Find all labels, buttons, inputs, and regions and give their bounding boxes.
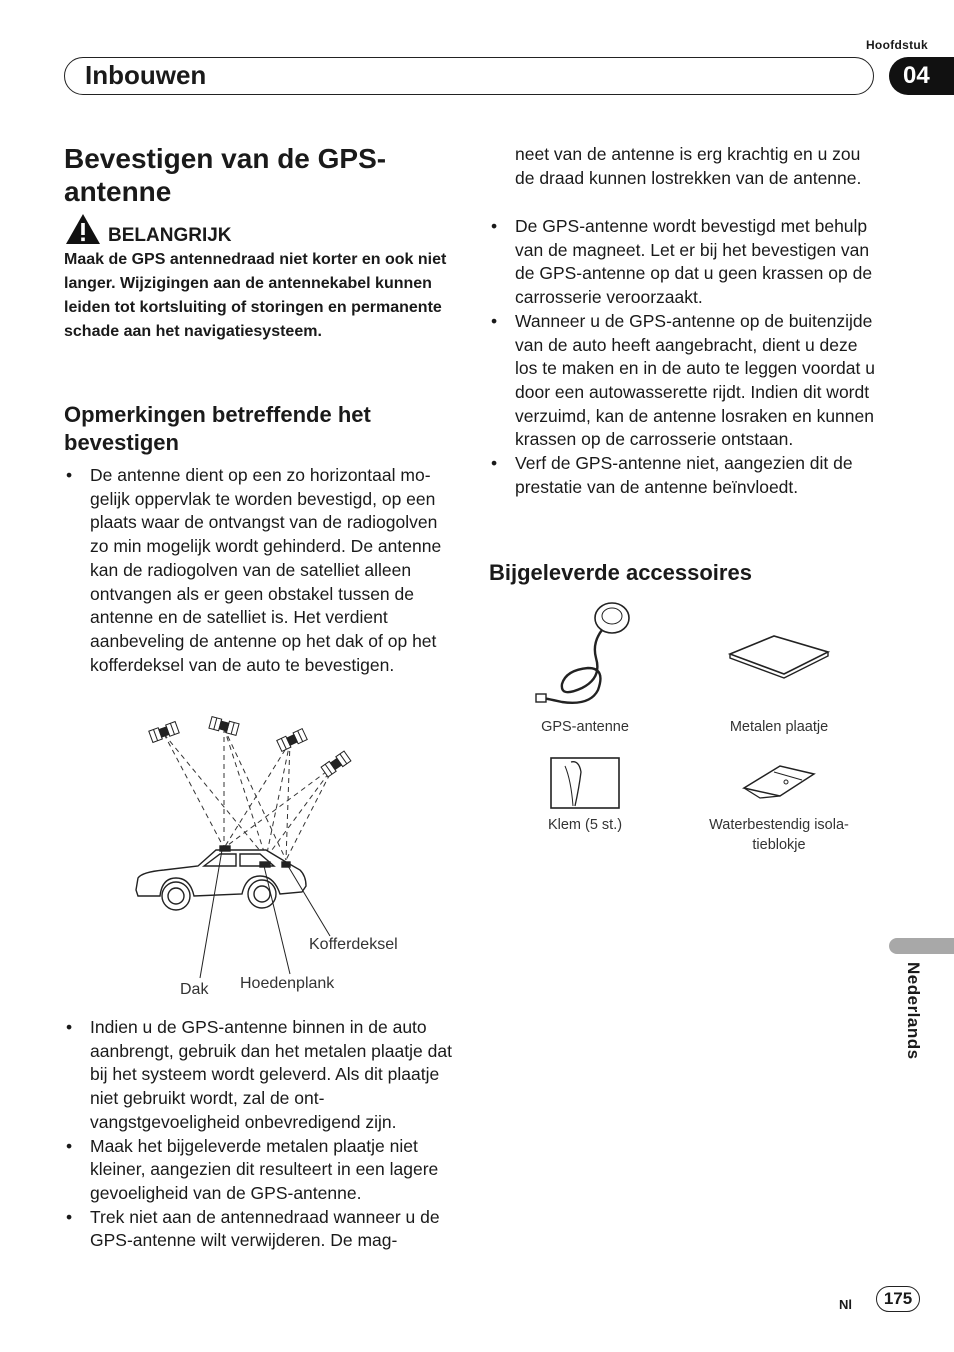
section-title (64, 142, 444, 208)
notes-heading-line1: Opmerkingen betreffende het (64, 402, 371, 427)
satellite-icon (277, 729, 307, 752)
list-item: • Trek niet aan de antennedraad wanneer u de GPS-antenne wilt verwijderen. De mag- (64, 1206, 456, 1253)
label-roof: Dak (180, 981, 209, 998)
chapter-number: 04 (889, 57, 954, 95)
accessory-label-metal-plate: Metalen plaatje (729, 719, 829, 735)
waterproof-pad-icon (740, 760, 818, 802)
chapter-title: Inbouwen (85, 60, 207, 90)
label-trunk: Kofferdeksel (309, 936, 398, 953)
footer-language-code: Nl (839, 1297, 852, 1312)
warning-body-rest: antennedraad niet korter en ook niet langer. Wijzigingen aan de antennekabel kunnen leiden tot kortsluiting of storingen en permanente schade aan het navigatiesysteem. (64, 251, 447, 340)
warning-title: BELANGRIJK (108, 225, 232, 246)
gps-antenna-icon (532, 598, 642, 713)
warning-body-gps: GPS (131, 251, 166, 268)
accessory-label-pad (694, 815, 864, 855)
notes-heading-line2: bevestigen (64, 430, 179, 455)
list-item: • De antenne dient op een zo horizontaal mogelijk oppervlak te worden bevestigd, op een plaats waar de ontvangst van de radiogolven zo min mogelijk wordt gehinderd. De antenne kan de radiogolven van de satelliet alleen ontvangen als er geen obstakel tussen de antenne en de satelliet is. Het verdient aanbeveling de antenne op het dak of op het kofferdeksel van de auto te bevestigen. (64, 464, 456, 677)
section-title-line1: Bevestigen van de GPS- (64, 143, 387, 174)
signal-lines (164, 728, 334, 860)
notes-list-2 (64, 1016, 456, 1253)
gps-reception-figure (124, 712, 464, 982)
satellite-icon (149, 722, 179, 743)
metal-plate-icon (726, 632, 832, 682)
notes-list-1 (64, 464, 456, 677)
satellite-icon (321, 751, 351, 777)
section-title-line2: antenne (64, 176, 172, 207)
list-item: • Indien u de GPS-antenne binnen in de auto aanbrengt, gebruik dan het metalen plaatje dat bij het systeem wordt geleverd. Als dit plaatje niet gebruikt wordt, zal de ontvangstgevoeligheid onbevredigend zijn. (64, 1016, 456, 1135)
language-tab (889, 938, 954, 954)
warning-icon (64, 212, 102, 246)
notes-list-3 (489, 215, 877, 499)
list-item: • Maak het bijgeleverde metalen plaatje niet kleiner, aangezien dit resulteert in een lagere gevoeligheid van de GPS-antenne. (64, 1135, 456, 1206)
list-item: • De GPS-antenne wordt bevestigd met behulp van de magneet. Let er bij het bevestigen van de GPS-antenne op dat u geen krassen op de carrosserie veroorzaakt. (489, 215, 877, 310)
accessory-label-pad-line1: Waterbestendig isola- (709, 817, 849, 833)
page-number: 175 (876, 1286, 920, 1312)
notes-heading (64, 401, 464, 457)
accessory-label-clamp: Klem (5 st.) (547, 817, 623, 833)
clamp-icon (549, 754, 623, 812)
label-shelf: Hoedenplank (240, 975, 335, 992)
accessory-label-gps-antenna: GPS-antenne (541, 719, 629, 735)
chapter-label: Hoofdstuk (865, 38, 928, 52)
list-item: • Verf de GPS-antenne niet, aangezien dit de prestatie van de antenne beïnvloedt. (489, 452, 877, 499)
accessories-heading: Bijgeleverde accessoires (489, 560, 752, 585)
continuation-text: neet van de antenne is erg krachtig en u zou de draad kunnen lostrekken van de antenne. (515, 144, 862, 188)
language-label: Nederlands (904, 962, 923, 1060)
list-item: • Wanneer u de GPS-antenne op de buitenzijde van de auto heeft aangebracht, dient u deze los te maken en in de auto te leggen voordat u door een autowasserette rijdt. Indien dit wordt verzuimd, kan de antenne losraken en kunnen krassen op de carrosserie ontstaan. (489, 310, 877, 452)
warning-body (64, 248, 456, 344)
accessory-label-pad-line2: tieblokje (752, 837, 806, 853)
warning-body-pre: Maak de (64, 251, 132, 268)
